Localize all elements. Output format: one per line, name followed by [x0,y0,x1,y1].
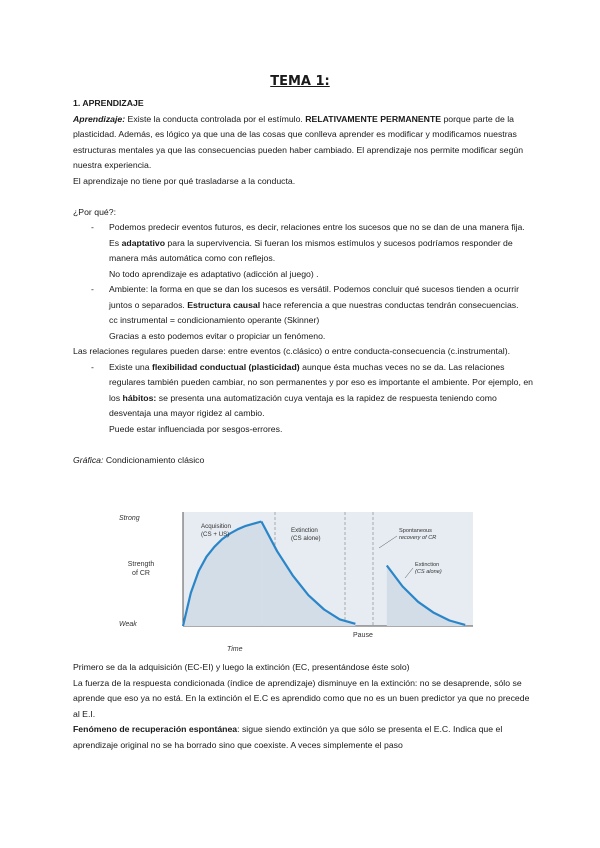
y-tick-strong: Strong [119,515,140,522]
chart-caption-text: Condicionamiento clásico [103,454,205,465]
recovery-term: Fenómeno de recuperación espontánea [73,724,238,734]
bullet-item [73,282,533,313]
bullet-text: Existe una [109,361,152,372]
pause-label: Pause [353,632,373,639]
bullet-extra: Puede estar influenciada por sesgos-errores. [109,423,283,434]
chart-caption [73,453,533,469]
page-title: TEMA 1: [270,74,330,89]
bullet-extra: Gracias a esto podemos evitar o propiciar un fenómeno. [109,330,326,341]
conditioning-chart [115,506,475,656]
phase-label-extinction2-2: (CS alone) [415,569,442,575]
phase-label-acquisition-1: Acquisition [201,523,231,530]
bullet-text: Podemos predecir eventos futuros, es decir, relaciones entre los sucesos que no se dan de una manera fija. Es [109,222,525,248]
bullet-bold: Estructura causal [187,299,261,310]
bullet-extra: No todo aprendizaje es adaptativo (adicción al juego) . [109,268,319,279]
explanation-paragraph: Primero se da la adquisición (EC-EI) y luego la extinción (EC, presentándose éste solo) [73,662,410,672]
y-axis-label-line2: of CR [132,570,150,577]
phase-label-acquisition-2: (CS + US) [201,531,230,538]
definition-text-2: porque parte de la plasticidad. Además, es lógico ya que una de las cosas que conlleva aprender es modificar y modificamos nuestras estructuras mentales ya que las consecuencias pueden haber cambiado. El aprendizaje nos permite modificar según nuestra experiencia. [73,113,524,170]
bullet-extra: cc instrumental = condicionamiento operante (Skinner) [109,315,320,325]
bullet-text: hace referencia a que nuestras conductas tendrán consecuencias. [260,299,519,310]
phase-label-extinction-1: Extinction [291,527,318,534]
phase-label-recovery-1: Spontaneous [399,528,432,534]
paragraph-line: El aprendizaje no tiene por qué trasladarse a la conducta. [73,175,296,186]
document-body [73,96,533,468]
phase-label-extinction2-1: Extinction [415,562,440,568]
why-heading: ¿Por qué?: [73,206,116,217]
spacer [73,437,533,453]
definition-paragraph [73,112,533,174]
definition-label: Aprendizaje: [73,113,126,124]
phase-label-recovery-2: recovery of CR [399,535,437,541]
explanation-section [73,660,533,753]
bullet-text: para la supervivencia. Si fueran los mismos estímulos y sucesos podríamos responder de manera más automática como con reflejos. [109,237,513,263]
bullet-bold: adaptativo [121,237,166,248]
bullet-bold: flexibilidad conductual (plasticidad) [151,361,300,372]
spacer [73,189,533,205]
bullet-dash: - [91,361,94,372]
explanation-paragraph: La fuerza de la respuesta condicionada (índice de aprendizaje) disminuye en la extinción: no se desaprende, sólo se aprende que eso ya no está. En la extinción el E.C es aprendido como que no es un buen predictor ya que no precede al E.I. [73,677,530,719]
bullet-dash: - [91,222,94,232]
relations-paragraph: Las relaciones regulares pueden darse: entre eventos (c.clásico) o entre conducta-consecuencia (c.instrumental). [73,346,511,356]
recovery-text: : sigue siendo extinción ya que sólo se presenta el E.C. Indica que el aprendizaje original no se ha borrado sino que coexiste. A veces simplemente el paso [73,724,503,750]
bullet-text: se presenta una automatización cuya ventaja es la rapidez de respuesta teniendo como desventaja una mayor rigidez al cambio. [109,392,497,418]
bullet-text: Ambiente: la forma en que se dan los sucesos es versátil. Podemos concluir qué sucesos tienden a ocurrir juntos o separados. [109,284,519,310]
y-axis-label-line1: Strength [127,561,155,568]
bullet-item [73,360,533,422]
x-axis-label: Time [227,646,243,653]
section-heading: 1. APRENDIZAJE [73,98,144,108]
bullet-item [73,220,533,267]
explanation-paragraph [73,722,533,753]
bullet-text: aunque ésta muchas veces no se da. Las relaciones regulares también pueden cambiar, no son permanentes y por eso es importante el ambiente. Por ejemplo, en los [109,361,534,403]
bullet-bold: hábitos: [122,392,157,403]
phase-label-extinction-2: (CS alone) [291,535,321,542]
definition-bold: RELATIVAMENTE PERMANENTE [305,113,442,124]
chart-caption-label: Gráfica: [73,454,104,465]
bullet-dash: - [91,284,94,294]
y-tick-weak: Weak [119,621,137,628]
definition-text-1: Existe la conducta controlada por el estímulo. [125,113,306,124]
